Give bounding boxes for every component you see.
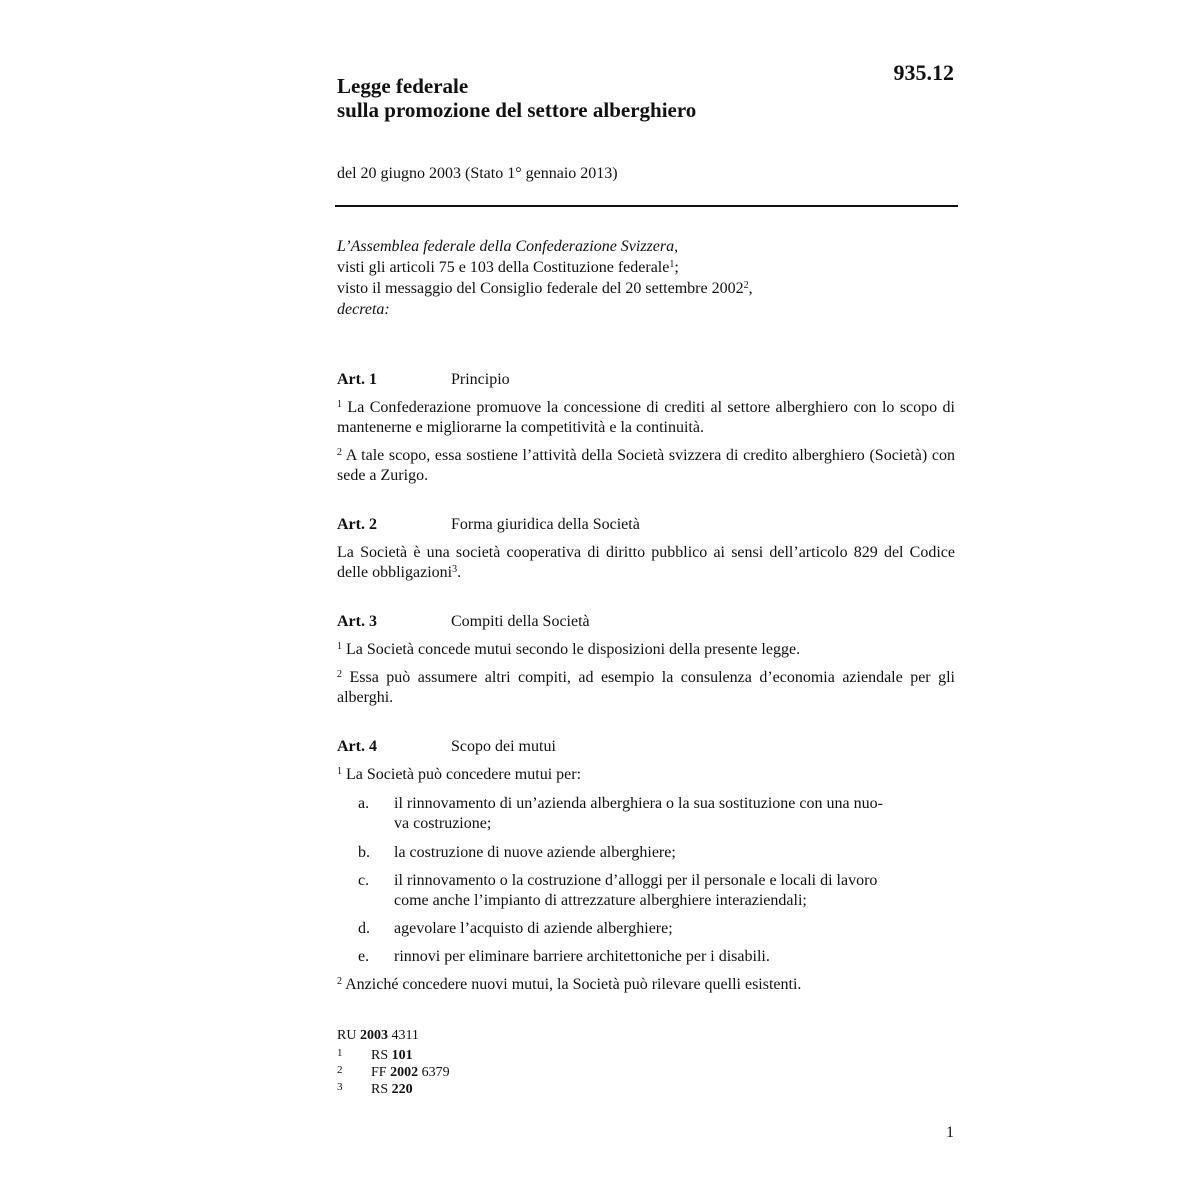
footnote-number: 2 <box>337 1064 343 1076</box>
article-1-paragraph-1: $^1$ La Confederazione promuove la concessione di crediti al settore alberghiero con lo scopo di mantenerne e migliorarne la competitività e la continuità. <box>337 399 956 436</box>
preamble-decreta: decreta: <box>337 301 390 318</box>
paragraph-mark: 1 <box>337 641 342 652</box>
footnote: 3 RS 220 <box>337 1081 413 1097</box>
preamble-line-2: visto il messaggio del Consiglio federale del 20 settembre 2002$^2$, <box>337 280 753 297</box>
paragraph-mark: 1 <box>337 766 342 777</box>
footnote: 2 FF 2002 6379 <box>337 1064 450 1080</box>
article-1-paragraph-2: $^2$ A tale scopo, essa sostiene l’attività della Società svizzera di credito alberghiero (Società) con sede a Zurigo. <box>337 447 955 484</box>
article-number: Art. 3 <box>337 613 377 630</box>
preamble-line-1: visti gli articoli 75 e 103 della Costituzione federale$^1$; <box>337 259 679 276</box>
footnote-ref[interactable]: 2 <box>743 280 749 291</box>
article-title: Forma giuridica della Società <box>451 516 640 533</box>
article-3-paragraph-1: $^1$ La Società concede mutui secondo le disposizioni della presente legge. <box>337 641 801 658</box>
article-title: Compiti della Società <box>451 613 590 630</box>
preamble <box>337 236 957 320</box>
paragraph-mark: 2 <box>337 447 342 458</box>
paragraph-mark: 2 <box>337 669 342 680</box>
title-line-1: Legge federale <box>337 74 469 98</box>
article-4-paragraph-1: $^1$ La Società può concedere mutui per: <box>337 766 582 783</box>
paragraph-mark: 2 <box>337 976 342 987</box>
header-divider <box>335 205 958 207</box>
article-4-heading <box>337 737 556 757</box>
article-4-paragraph-2: $^2$ Anziché concedere nuovi mutui, la Società può rilevare quelli esistenti. <box>337 976 802 993</box>
list-letter: c. <box>358 872 370 889</box>
preamble-assembly: L’Assemblea federale della Confederazione Svizzera, <box>337 238 679 255</box>
footnote-number: 3 <box>337 1081 343 1093</box>
article-3-heading <box>337 612 590 632</box>
footnote: 1 RS 101 <box>337 1047 413 1063</box>
list-letter: d. <box>358 920 370 937</box>
list-letter: b. <box>358 844 370 861</box>
ru-reference: RU 2003 4311 <box>337 1028 419 1043</box>
footnote-number: 1 <box>337 1047 343 1059</box>
article-number: Art. 2 <box>337 516 377 533</box>
list-letter: a. <box>358 795 370 812</box>
paragraph-mark: 1 <box>337 399 342 410</box>
article-2-heading <box>337 515 640 535</box>
article-number: Art. 4 <box>337 738 377 755</box>
footnote-ref[interactable]: 3 <box>452 564 458 575</box>
document-page: 935.12 Legge federale sulla promozione del settore alberghiero del 20 giugno 2003 (Stato 1° gennaio 2013) L’Assemblea federale della Confederazione Svizzera, visti gli articoli 75 e 103 della Costituzione federale$^1$; visto il messaggio del Consiglio federale del 20 settembre 2002$^2$, decreta: Art. 1 Principio $^1$ La Confederazione promuove la concessione di crediti al settore alberghiero con lo scopo di mantenerne e migliorarne la competitività e la continuità. $^2$ A tale scopo, essa sostiene l’attività della Società svizzera di credito alberghiero (Società) con sede a Zurigo. Art. 2 Forma giuridica della Società La Società è una società cooperativa di diritto pubblico ai sensi dell’articolo 829 del Codice delle obbligazioni$^3$. Art. 3 Compiti della Società $^1$ La Società concede mutui secondo le disposizioni della presente legge. $^2$ Essa può assumere altri compiti, ad esempio la consulenza d’economia aziendale per gli alberghi. Art. 4 Scopo dei mutui $^1$ La Società può concedere mutui per: a. il rinnovamento di un’azienda alberghiera o la sua sostituzione con una nuo- va costruzione; b. la costruzione di nuove aziende alberghiere; c. il rinnovamento o la costruzione d’alloggi per il personale e locali di lavoro come anche l’impianto di attrezzature alberghiere interaziendali; d. agevolare l’acquisto di aziende alberghiere; e. rinnovi per eliminare barriere architettoniche per i disabili. $^2$ Anziché concedere nuovi mutui, la Società può rilevare quelli esistenti. RU 2003 4311 1 RS 101 2 FF 2002 6379 3 RS 220 1 <box>0 0 1200 1200</box>
article-title: Principio <box>451 371 510 388</box>
article-1-heading <box>337 370 510 390</box>
article-title: Scopo dei mutui <box>451 738 556 755</box>
article-3-paragraph-2: $^2$ Essa può assumere altri compiti, ad esempio la consulenza d’economia aziendale per gli alberghi. <box>337 669 956 706</box>
article-number: Art. 1 <box>337 371 377 388</box>
article-2-paragraph-1: La Società è una società cooperativa di diritto pubblico ai sensi dell’articolo 829 del Codice delle obbligazioni$^3$. <box>337 544 955 581</box>
footnote-ref[interactable]: 1 <box>669 259 675 270</box>
page-number: 1 <box>946 1124 954 1141</box>
title-line-2: sulla promozione del settore alberghiero <box>337 98 697 122</box>
document-title <box>337 74 696 122</box>
list-letter: e. <box>358 948 370 965</box>
document-date: del 20 giugno 2003 (Stato 1° gennaio 2013) <box>337 165 618 182</box>
law-number: 935.12 <box>893 60 954 85</box>
